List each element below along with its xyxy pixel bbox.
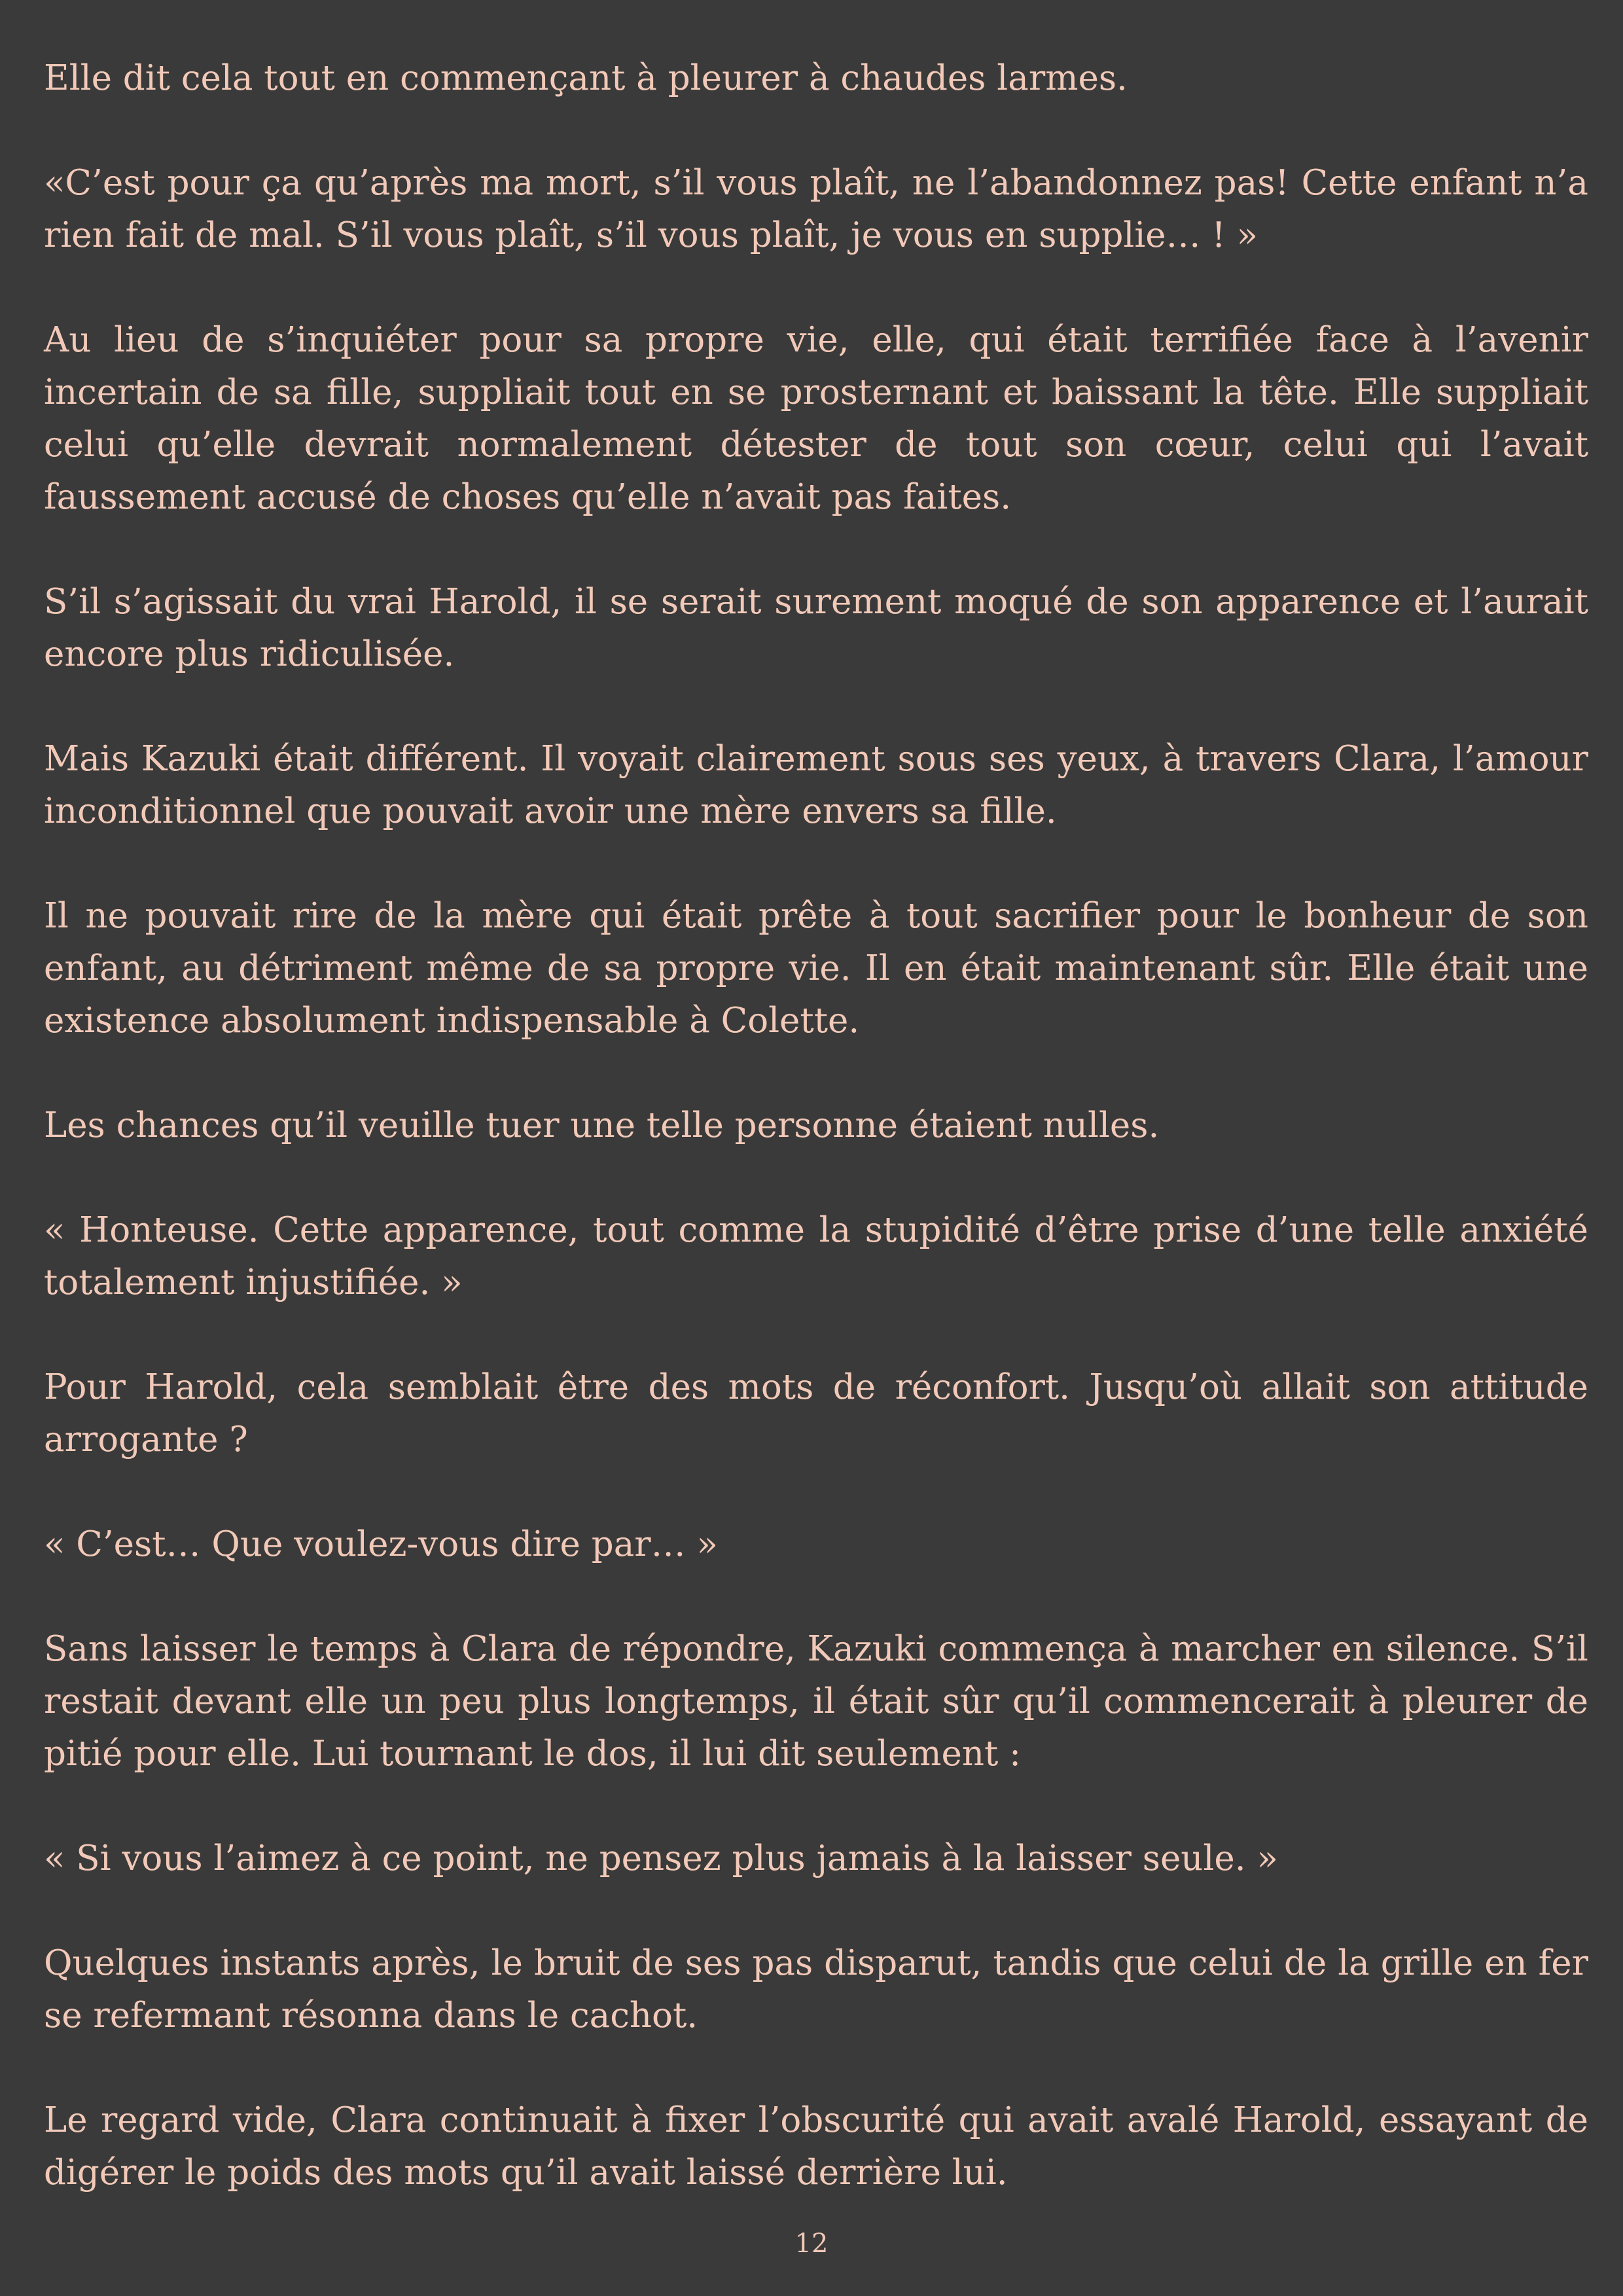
paragraph: Il ne pouvait rire de la mère qui était prête à tout sacrifier pour le bonheur de son enfant, au détriment même de sa propre vie. Il en était maintenant sûr. Elle était une existence absolument indispensable à Colette. <box>44 896 1588 1041</box>
paragraph: Au lieu de s’inquiéter pour sa propre vie, elle, qui était terrifiée face à l’avenir incertain de sa fille, suppliait tout en se prosternant et baissant la tête. Elle suppliait celui qu’elle devrait normalement détester de tout son cœur, celui qui l’avait faussement accusé de choses qu’elle n’avait pas faites. <box>44 320 1588 517</box>
paragraph: « Si vous l’aimez à ce point, ne pensez plus jamais à la laisser seule. » <box>44 1839 1278 1878</box>
paragraph: « C’est… Que voulez-vous dire par… » <box>44 1524 718 1564</box>
paragraph: S’il s’agissait du vrai Harold, il se serait surement moqué de son apparence et l’aurait encore plus ridiculisée. <box>44 582 1588 674</box>
paragraph: Mais Kazuki était différent. Il voyait clairement sous ses yeux, à travers Clara, l’amour inconditionnel que pouvait avoir une mère envers sa fille. <box>44 739 1588 831</box>
paragraph: Le regard vide, Clara continuait à fixer l’obscurité qui avait avalé Harold, essayant de digérer le poids des mots qu’il avait laissé derrière lui. <box>44 2100 1588 2193</box>
paragraph: « Honteuse. Cette apparence, tout comme la stupidité d’être prise d’une telle anxiété totalement injustifiée. » <box>44 1210 1588 1302</box>
page-number: 12 <box>794 2229 829 2259</box>
paragraph: Les chances qu’il veuille tuer une telle personne étaient nulles. <box>44 1105 1160 1145</box>
paragraph: Pour Harold, cela semblait être des mots de réconfort. Jusqu’où allait son attitude arrogante ? <box>44 1367 1588 1460</box>
paragraph: Quelques instants après, le bruit de ses pas disparut, tandis que celui de la grille en fer se refermant résonna dans le cachot. <box>44 1943 1588 2036</box>
page-body <box>44 52 1588 2251</box>
paragraph: Elle dit cela tout en commençant à pleurer à chaudes larmes. <box>44 58 1128 98</box>
paragraph: Sans laisser le temps à Clara de répondre, Kazuki commença à marcher en silence. S’il restait devant elle un peu plus longtemps, il était sûr qu’il commencerait à pleurer de pitié pour elle. Lui tournant le dos, il lui dit seulement : <box>44 1629 1588 1774</box>
paragraph: «C’est pour ça qu’après ma mort, s’il vous plaît, ne l’abandonnez pas! Cette enfant n’a rien fait de mal. S’il vous plaît, s’il vous plaît, je vous en supplie… ! » <box>44 163 1588 255</box>
